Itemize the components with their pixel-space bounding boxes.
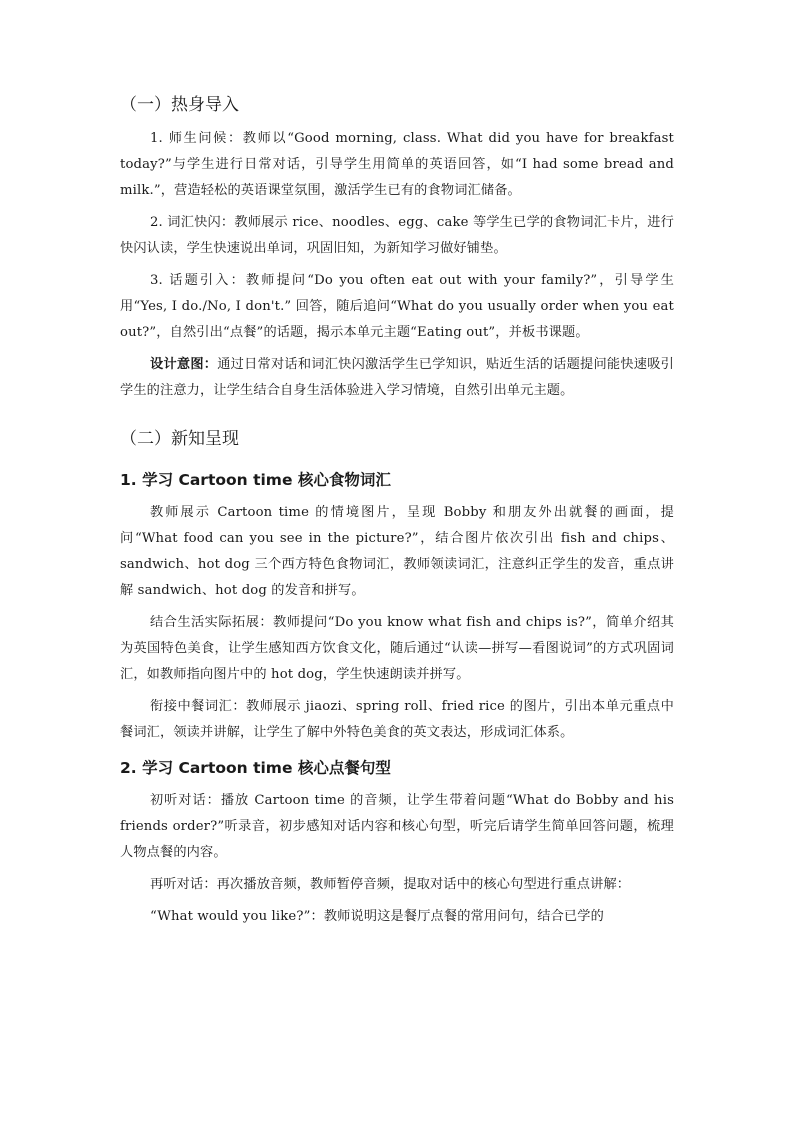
- document-page: [120, 92, 674, 936]
- paragraph-cartoon-picture: 教师展示 Cartoon time 的情境图片，呈现 Bobby 和朋友外出就餐的画面，提问“What food can you see in the picture?”，结合图片依次引出 fish and chips、sandwich、hot dog 三个西方特色食物词汇，教师领读词汇，注意纠正学生的发音，重点讲解 sandwich、hot dog 的发音和拼写。: [120, 505, 674, 598]
- design-intent-text: 通过日常对话和词汇快闪激活学生已学知识，贴近生活的话题提问能快速吸引学生的注意力，让学生结合自身生活体验进入学习情境，自然引出单元主题。: [120, 357, 674, 398]
- paragraph-topic-intro: 3. 话题引入：教师提问“Do you often eat out with your family?”，引导学生用“Yes, I do./No, I don't.” 回答，随后追问“What do you usually order when you eat out?”，自然引出“点餐”的话题，揭示本单元主题“Eating out”，并板书课题。: [120, 273, 674, 340]
- paragraph-design-intent: [120, 352, 674, 404]
- paragraph-life-extension: 结合生活实际拓展：教师提问“Do you know what fish and chips is?”，简单介绍其为英国特色美食，让学生感知西方饮食文化，随后通过“认读—拼写—看图说词”的方式巩固词汇，如教师指向图片中的 hot dog，学生快速朗读并拼写。: [120, 615, 674, 682]
- subheading-ordering-sentences: 2. 学习 Cartoon time 核心点餐句型: [120, 759, 391, 777]
- section-heading-warmup: （一）热身导入: [120, 95, 239, 115]
- paragraph-greeting: 1. 师生问候：教师以“Good morning, class. What did you have for breakfast today?”与学生进行日常对话，引导学生用简单的英语回答，如“I had some bread and milk.”，营造轻松的英语课堂氛围，激活学生已有的食物词汇储备。: [120, 131, 674, 198]
- subheading-food-vocab: 1. 学习 Cartoon time 核心食物词汇: [120, 471, 391, 489]
- paragraph-what-would-you-like: “What would you like?”：教师说明这是餐厅点餐的常用问句，结合已学的: [150, 909, 604, 924]
- paragraph-second-listen: 再听对话：再次播放音频，教师暂停音频，提取对话中的核心句型进行重点讲解：: [150, 877, 631, 892]
- design-intent-label: 设计意图：: [150, 357, 218, 372]
- paragraph-chinese-food: 衔接中餐词汇：教师展示 jiaozi、spring roll、fried rice 的图片，引出本单元重点中餐词汇，领读并讲解，让学生了解中外特色美食的英文表达，形成词汇体系。: [120, 699, 674, 740]
- paragraph-vocab-flash: 2. 词汇快闪：教师展示 rice、noodles、egg、cake 等学生已学的食物词汇卡片，进行快闪认读，学生快速说出单词，巩固旧知，为新知学习做好铺垫。: [120, 215, 674, 256]
- section-heading-new-knowledge: （二）新知呈现: [120, 429, 239, 449]
- paragraph-first-listen: 初听对话：播放 Cartoon time 的音频，让学生带着问题“What do Bobby and his friends order?”听录音，初步感知对话内容和核心句型，听完后请学生简单回答问题，梳理人物点餐的内容。: [120, 793, 674, 860]
